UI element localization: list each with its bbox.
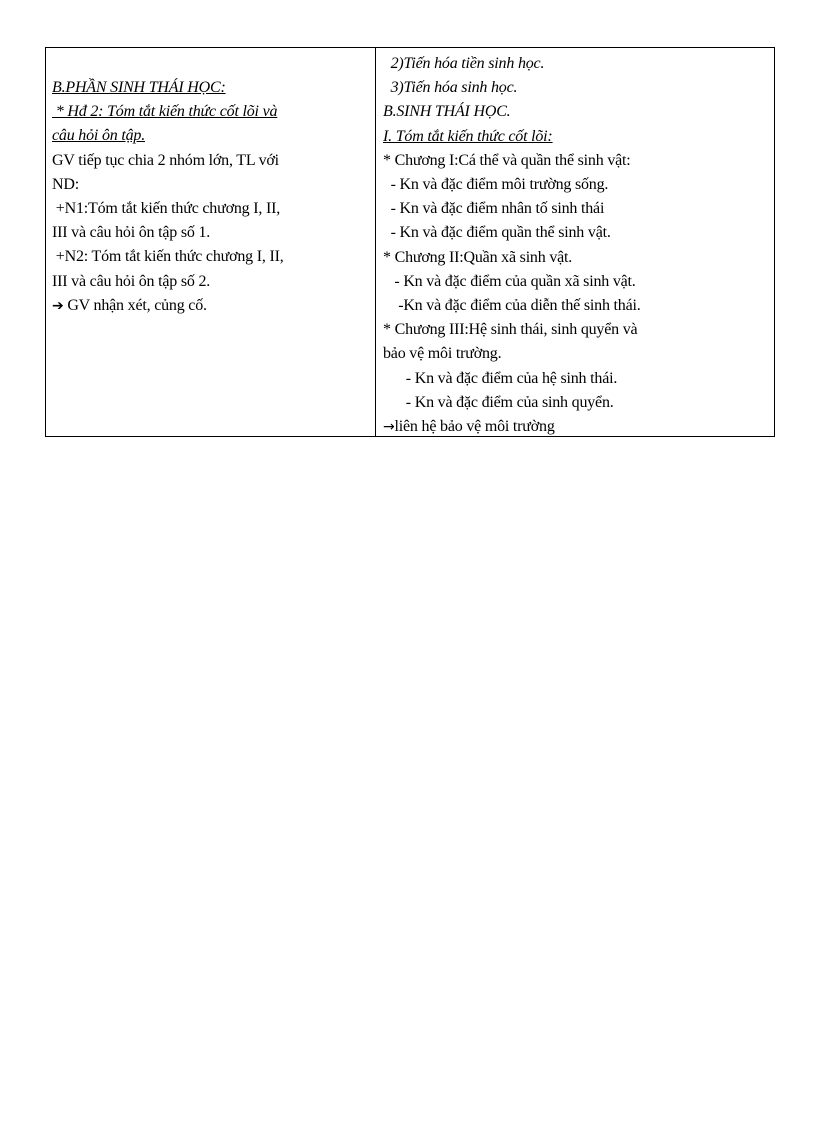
activity-text-line: GV tiếp tục chia 2 nhóm lớn, TL với	[52, 151, 279, 169]
content-line: - Kn và đặc điểm nhân tố sinh thái	[383, 200, 605, 218]
content-column	[376, 48, 774, 436]
right-arrow-icon: ➔	[52, 297, 64, 314]
activity-text-line: III và câu hỏi ôn tập số 2.	[52, 272, 211, 290]
content-line: bảo vệ môi trường.	[383, 345, 502, 363]
activity-title-line-1: * Hđ 2: Tóm tắt kiến thức cốt lõi và	[52, 103, 278, 121]
section-heading: B.PHẦN SINH THÁI HỌC:	[52, 79, 226, 96]
content-line: * Chương III:Hệ sinh thái, sinh quyển và	[383, 321, 638, 339]
content-line: - Kn và đặc điểm môi trường sống.	[383, 176, 609, 194]
conclusion-line	[52, 294, 375, 318]
section-title: B.SINH THÁI HỌC.	[383, 103, 511, 121]
evolution-item: 3)Tiến hóa sinh học.	[383, 79, 518, 97]
subsection-title: I. Tóm tắt kiến thức cốt lõi:	[383, 127, 553, 145]
activity-text-line: +N2: Tóm tắt kiến thức chương I, II,	[52, 248, 284, 266]
content-line: - Kn và đặc điểm của hệ sinh thái.	[383, 369, 618, 387]
activity-text-line: +N1:Tóm tắt kiến thức chương I, II,	[52, 200, 281, 218]
activity-text-line: ND:	[52, 175, 79, 193]
content-line: - Kn và đặc điểm quần thể sinh vật.	[383, 224, 611, 242]
final-text: liên hệ bảo vệ môi trường	[394, 418, 555, 436]
content-line: -Kn và đặc điểm của diễn thế sinh thái.	[383, 297, 641, 315]
teacher-activity-column	[46, 48, 376, 436]
evolution-item: 2)Tiến hóa tiền sinh học.	[383, 55, 545, 72]
lesson-table	[45, 47, 775, 437]
final-line	[383, 415, 774, 439]
content-line: * Chương I:Cá thể và quần thể sinh vật:	[383, 151, 631, 169]
activity-text-line: III và câu hỏi ôn tập số 1.	[52, 224, 211, 242]
content-line: - Kn và đặc điểm của sinh quyển.	[383, 393, 614, 411]
conclusion-text: GV nhận xét, củng cố.	[63, 296, 207, 314]
content-line: - Kn và đặc điểm của quần xã sinh vật.	[383, 272, 636, 290]
content-line: * Chương II:Quần xã sinh vật.	[383, 248, 573, 266]
arrow-icon: →	[383, 419, 395, 436]
activity-title-line-2: câu hỏi ôn tập.	[52, 127, 145, 145]
